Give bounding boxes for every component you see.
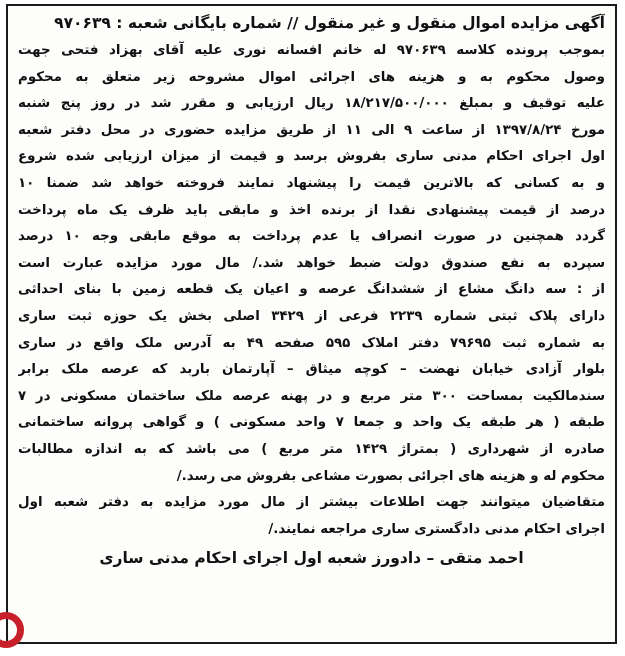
notice-line-15: طبقه ( هر طبقه یک واحد و جمعا ۷ واحد مسکونی ) و گواهی پروانه ساختمانی (18, 415, 605, 431)
notice-signature: احمد متقی – دادورز شعبه اول اجرای احکام مدنی ساری (99, 549, 524, 568)
notice-title: آگهی مزایده اموال منقول و غیر منقول // شماره بایگانی شعبه : ۹۷۰۶۳۹ (54, 14, 605, 32)
notice-line-18: متقاضیان میتوانند جهت اطلاعات بیشتر از مال مورد مزایده به دفتر شعبه اول (18, 495, 605, 511)
notice-line-2: وصول محکوم به و هزینه های اجرائی اموال مشروحه زیر متعلق به محکوم (18, 69, 605, 85)
notice-line-12: به شماره ثبت ۷۹۶۹۵ دفتر املاک ۵۹۵ صفحه ۴۹ به آدرس ملک واقع در ساری (18, 335, 605, 351)
auction-notice (6, 4, 617, 644)
notice-line-7: درصد از قیمت پیشنهادی نقدا از برنده اخذ و مابقی باید ظرف یک ماه پرداخت (18, 202, 605, 218)
corner-logo-mark (0, 608, 30, 648)
notice-line-10: از : سه دانگ مشاع از ششدانگ عرصه و اعیان یک قطعه زمین با بنای احداثی (18, 282, 605, 298)
notice-line-6: و به کسانی که بالاترین قیمت را پیشنهاد نمایند فروخته خواهد شد ضمنا ۱۰ (18, 175, 605, 191)
notice-line-19: اجرای احکام مدنی دادگستری ساری مراجعه نمایند./ (268, 521, 605, 537)
notice-line-1: بموجب پرونده کلاسه ۹۷۰۶۳۹ له خانم افسانه نوری علیه آقای بهزاد فتحی جهت (18, 43, 605, 58)
notice-line-4: مورخ ۱۳۹۷/۸/۲۴ از ساعت ۹ الی ۱۱ از طریق مزایده حضوری در محل دفتر شعبه (18, 122, 605, 138)
notice-line-8: گردد همچنین در صورت انصراف یا عدم پرداخت به موقع مابقی وجه ۱۰ درصد (18, 229, 605, 245)
notice-body (18, 38, 605, 543)
notice-line-9: سپرده به نفع صندوق دولت ضبط خواهد شد./ مال مورد مزایده عبارت است (18, 255, 605, 271)
notice-line-14: سندمالکیت بمساحت ۳۰۰ متر مربع و در پهنه عرصه ملک ساختمان مسکونی در ۷ (18, 388, 605, 404)
notice-line-17: محکوم له و هزینه های اجرائی بصورت مشاعی بفروش می رسد./ (176, 468, 605, 484)
notice-line-3: علیه توقیف و بمبلغ ۱۸/۲۱۷/۵۰۰/۰۰۰ ریال ارزیابی و مقرر شد در روز پنج شنبه (18, 96, 605, 112)
notice-line-13: بلوار آزادی خیابان نهضت – کوچه میثاق – آپارتمان باربد که عرصه ملک برابر (18, 362, 605, 378)
notice-line-11: دارای پلاک ثبتی شماره ۲۲۳۹ فرعی از ۳۴۲۹ اصلی بخش یک حوزه ثبت ساری (18, 308, 605, 324)
notice-line-5: اول اجرای احکام مدنی ساری بفروش برسد و قیمت از میزان ارزیابی شده شروع (18, 149, 605, 165)
notice-line-16: صادره از شهرداری ( بمتراژ ۱۴۲۹ متر مربع ) می باشد که به اندازه مطالبات (18, 441, 605, 457)
